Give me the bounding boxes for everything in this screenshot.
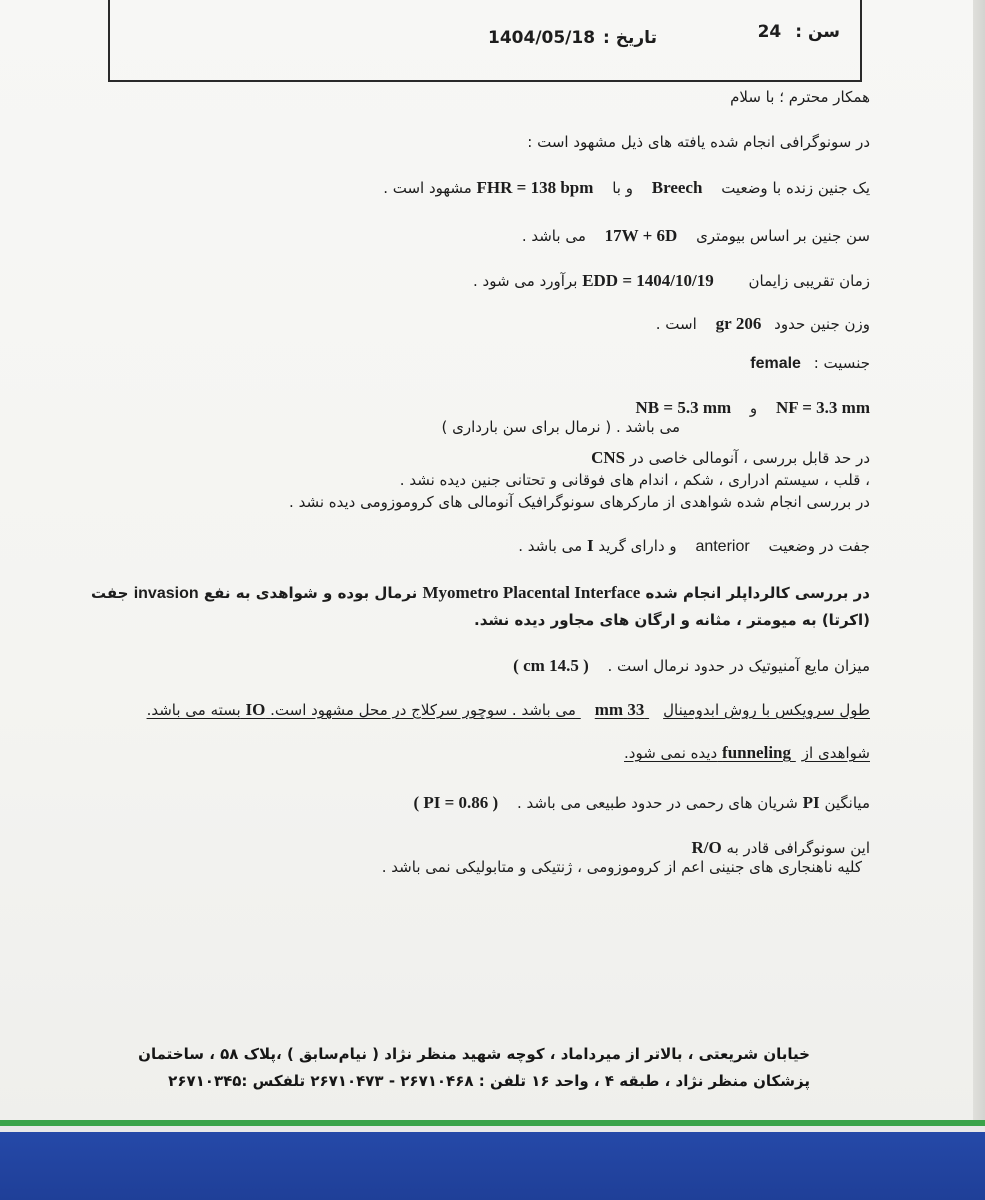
cns-line — [591, 448, 870, 468]
funneling-line — [624, 743, 870, 763]
funnel-value: funneling — [722, 743, 792, 762]
letterhead-bottom-band — [0, 1120, 985, 1200]
weight-text-b: است . — [655, 315, 697, 333]
page-edge — [973, 0, 985, 1130]
fetus-fhr: FHR = 138 bpm — [476, 178, 594, 197]
report-date — [488, 28, 657, 48]
fetus-text-b: و با — [612, 179, 633, 197]
cervix-text-c: بسته می باشد. — [146, 701, 241, 719]
markers-text: در بررسی انجام شده شواهدی از مارکرهای سونوگرافیک آنومالی های کروموزومی دیده نشد . — [289, 493, 870, 511]
pi-text-a: میانگین — [824, 794, 870, 812]
nb-value: NB = 5.3 mm — [635, 398, 732, 417]
doppler-line-2 — [474, 611, 870, 629]
edd-text-a: زمان تقریبی زایمان — [748, 272, 870, 290]
disclaimer-line — [692, 838, 870, 858]
placenta-line — [518, 536, 870, 556]
greeting-line — [730, 88, 870, 106]
doppler-line — [91, 583, 870, 603]
fetus-text-c: مشهود است . — [383, 179, 472, 197]
address-line-1: خیابان شریعتی ، بالاتر از میرداماد ، کوچه شهید منظر نژاد ( نیام‌سابق ) ،پلاک ۵۸ ، ساختمان — [138, 1045, 810, 1063]
intro-line — [527, 133, 870, 151]
fetus-presentation: Breech — [651, 178, 703, 197]
nf-value: NF = 3.3 mm — [775, 398, 870, 417]
disclaimer-text-b: کلیه ناهنجاری های جنینی اعم از کروموزومی ، ژنتیکی و متابولیکی نمی باشد . — [381, 858, 862, 876]
placenta-text-a: جفت در وضعیت — [768, 537, 870, 555]
cns-text-a: در حد قابل بررسی ، آنومالی خاصی در — [629, 449, 870, 467]
doppler-text-c: جفت — [90, 584, 129, 602]
nf-normal-line — [442, 418, 680, 436]
ga-line — [522, 226, 870, 246]
edd-value: EDD = 1404/10/19 — [582, 271, 714, 290]
weight-text-a: وزن جنین حدود — [774, 315, 870, 333]
patient-age — [758, 22, 840, 42]
intro-text: در سونوگرافی انجام شده یافته های ذیل مشهود است : — [527, 133, 870, 151]
afi-text: میزان مایع آمنیوتیک در حدود نرمال است . — [607, 657, 870, 675]
nf-nb-line — [622, 398, 870, 418]
patient-header-box — [108, 0, 862, 82]
doppler-term: Myometro Placental Interface — [422, 583, 641, 602]
disclaimer-line-2 — [382, 858, 862, 876]
date-label: تاریخ : — [603, 28, 657, 48]
ga-value: 17W + 6D — [604, 226, 678, 245]
doppler-invasion: invasion — [133, 585, 199, 602]
clinic-address — [138, 1045, 810, 1099]
afi-value: ( 14.5 cm ) — [513, 656, 589, 675]
edd-line — [473, 271, 870, 291]
sex-value: female — [750, 355, 801, 372]
cervix-value: 33 mm — [594, 700, 645, 719]
disclaimer-text-a: این سونوگرافی قادر به — [726, 839, 870, 857]
doppler-text-line2: (اکرتا) به میومتر ، مثانه و ارگان های مجاور دیده نشد. — [474, 611, 870, 629]
afi-line — [513, 656, 870, 676]
sex-line — [750, 354, 870, 373]
nf-normal-text: می باشد . ( نرمال برای سن بارداری ) — [441, 418, 680, 436]
greeting-text: همکار محترم ؛ با سلام — [730, 88, 870, 106]
funnel-text-a: شواهدی از — [801, 744, 870, 762]
ga-text-b: می باشد . — [521, 227, 586, 245]
funnel-text-b: دیده نمی شود. — [624, 744, 718, 762]
cervix-io: IO — [245, 700, 266, 719]
age-value: 24 — [757, 22, 782, 42]
placenta-text-c: می باشد . — [518, 537, 583, 555]
weight-line — [656, 314, 870, 334]
sex-label: جنسیت : — [813, 354, 870, 372]
pi-line — [413, 793, 870, 813]
cns-line-2 — [400, 471, 870, 489]
nf-and: و — [749, 399, 758, 417]
weight-value: 206 gr — [715, 314, 762, 333]
pi-value: ( PI = 0.86 ) — [413, 793, 499, 812]
cervix-text-a: طول سرویکس با روش ابدومینال — [663, 701, 870, 719]
doppler-text-a: در بررسی کالرداپلر انجام شده — [645, 584, 870, 602]
disclaimer-term: R/O — [691, 838, 722, 857]
date-value: 1404/05/18 — [488, 28, 596, 48]
age-label: سن : — [795, 22, 840, 42]
address-line-2: پزشکان منظر نژاد ، طبقه ۴ ، واحد ۱۶ تلفن : ۲۶۷۱۰۴۶۸ - ۲۶۷۱۰۴۷۳ تلفکس :۲۶۷۱۰۳۴۵ — [168, 1072, 810, 1090]
cervix-line — [147, 700, 870, 720]
pi-term: PI — [802, 793, 820, 812]
markers-line — [289, 493, 870, 511]
edd-text-b: برآورد می شود . — [473, 272, 578, 290]
ga-text-a: سن جنین بر اساس بیومتری — [696, 227, 870, 245]
placenta-text-b: و دارای گرید — [598, 537, 677, 555]
doppler-text-b: نرمال بوده و شواهدی به نفع — [203, 584, 418, 602]
fetus-line — [383, 178, 870, 198]
cns-text-b: ، قلب ، سیستم ادراری ، شکم ، اندام های فوقانی و تحتانی جنین دیده نشد . — [399, 471, 870, 489]
fetus-text-a: یک جنین زنده با وضعیت — [721, 179, 870, 197]
cervix-text-b: می باشد . سوچور سرکلاج در محل مشهود است. — [270, 701, 576, 719]
pi-text-b: شریان های رحمی در حدود طبیعی می باشد . — [517, 794, 798, 812]
placenta-grade: I — [587, 536, 594, 555]
placenta-position: anterior — [695, 538, 750, 555]
cns-value: CNS — [591, 448, 626, 467]
